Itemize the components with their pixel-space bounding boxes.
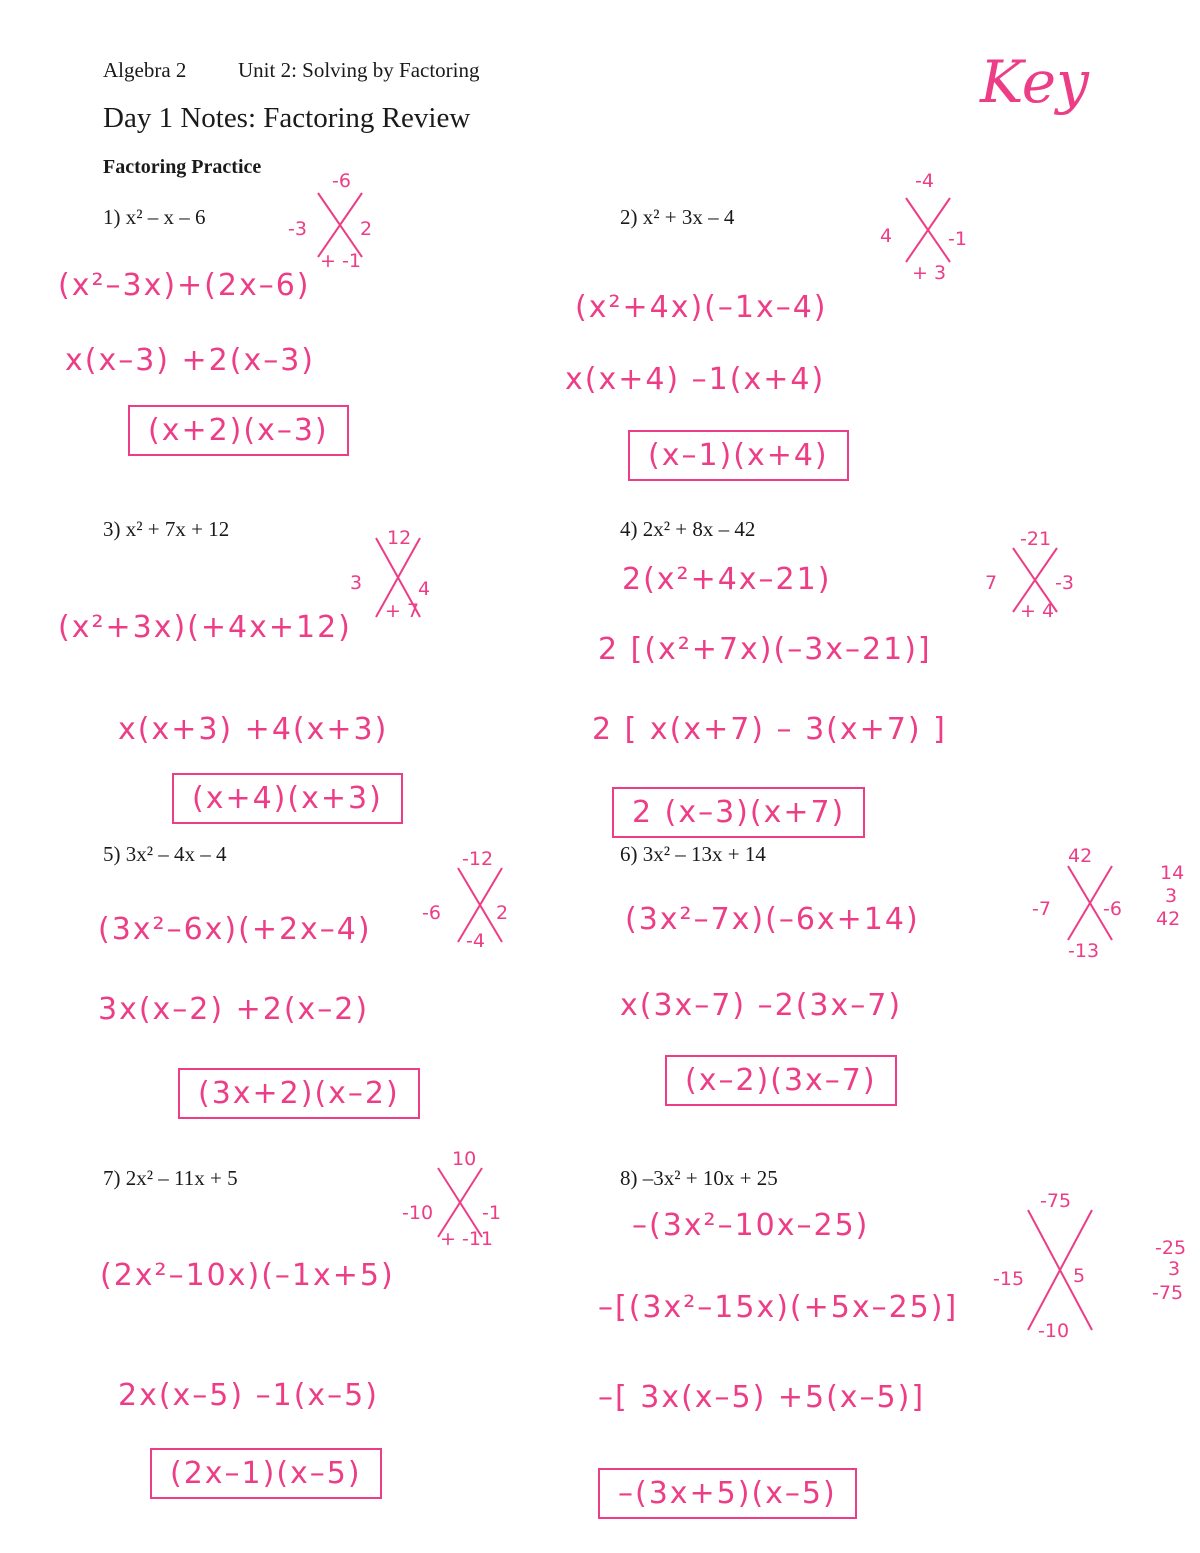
problem-6-x-right: -6: [1103, 898, 1122, 920]
problem-6-x-left: -7: [1032, 898, 1051, 920]
problem-3-x-top: 12: [387, 527, 412, 549]
problem-2-x-bottom: + 3: [912, 262, 947, 284]
problem-7-answer: (2x–1)(x–5): [150, 1448, 382, 1499]
problem-6-answer: (x–2)(3x–7): [665, 1055, 897, 1106]
problem-2-x-right: -1: [948, 228, 967, 250]
problem-7-step1: (2x²–10x)(–1x+5): [100, 1258, 395, 1293]
problem-2-step1: (x²+4x)(–1x–4): [575, 290, 828, 325]
problem-8-x-right: 5: [1073, 1265, 1086, 1287]
answer-key-mark: Key: [980, 48, 1089, 116]
problem-5-x-right: 2: [496, 902, 509, 924]
problem-2-x-top: -4: [915, 170, 934, 192]
course-name: Algebra 2: [103, 58, 187, 82]
problem-8-answer: –(3x+5)(x–5): [598, 1468, 857, 1519]
problem-1-step1: (x²–3x)+(2x–6): [58, 268, 311, 303]
page-title: Day 1 Notes: Factoring Review: [103, 102, 471, 134]
problem-4-step0: 2(x²+4x–21): [622, 562, 832, 597]
problem-7-label: 7) 2x² – 11x + 5: [103, 1166, 238, 1190]
problem-2-answer: (x–1)(x+4): [628, 430, 849, 481]
problem-1-x-right: 2: [360, 218, 373, 240]
problem-8-step2: –[ 3x(x–5) +5(x–5)]: [598, 1380, 926, 1415]
problem-1-x-left: -3: [288, 218, 307, 240]
problem-3-step1: (x²+3x)(+4x+12): [58, 610, 352, 645]
problem-8-x-top: -75: [1040, 1190, 1072, 1212]
problem-4-x-top: -21: [1020, 528, 1052, 550]
problem-5-step1: (3x²–6x)(+2x–4): [98, 912, 372, 947]
section-heading: Factoring Practice: [103, 156, 262, 178]
problem-6-side-note-1: 14: [1160, 862, 1185, 884]
problem-6-side-note-3: 42: [1156, 908, 1181, 930]
problem-8-label: 8) –3x² + 10x + 25: [620, 1166, 778, 1190]
problem-8-x-diagram: [1020, 1200, 1100, 1340]
problem-8-step0: –(3x²–10x–25): [632, 1208, 870, 1243]
problem-8-side-note-3: -75: [1152, 1282, 1184, 1304]
problem-8-side-note-1: -25: [1155, 1237, 1187, 1259]
problem-4-label: 4) 2x² + 8x – 42: [620, 517, 756, 541]
problem-8-x-left: -15: [993, 1268, 1025, 1290]
problem-7-step2: 2x(x–5) –1(x–5): [118, 1378, 379, 1413]
problem-4-step2: 2 [ x(x+7) – 3(x+7) ]: [592, 712, 947, 747]
problem-2-label: 2) x² + 3x – 4: [620, 205, 735, 229]
problem-3-answer: (x+4)(x+3): [172, 773, 403, 824]
problem-4-x-right: -3: [1055, 572, 1074, 594]
problem-1-x-bottom: + -1: [320, 250, 361, 272]
problem-2-x-left: 4: [880, 225, 893, 247]
problem-7-x-left: -10: [402, 1202, 434, 1224]
problem-8-side-note-2: 3: [1168, 1258, 1181, 1280]
problem-5-x-left: -6: [422, 902, 441, 924]
problem-5-answer: (3x+2)(x–2): [178, 1068, 420, 1119]
problem-2-step2: x(x+4) –1(x+4): [565, 362, 826, 397]
problem-1-answer: (x+2)(x–3): [128, 405, 349, 456]
problem-4-x-bottom: + 4: [1020, 600, 1055, 622]
problem-8-step1: –[(3x²–15x)(+5x–25)]: [598, 1290, 959, 1325]
problem-6-side-note-2: 3: [1165, 885, 1178, 907]
problem-6-x-top: 42: [1068, 845, 1093, 867]
problem-8-x-bottom: -10: [1038, 1320, 1070, 1342]
problem-6-step1: (3x²–7x)(–6x+14): [625, 902, 920, 937]
problem-6-step2: x(3x–7) –2(3x–7): [620, 988, 903, 1023]
problem-3-x-right: 4: [418, 578, 431, 600]
unit-title: Unit 2: Solving by Factoring: [238, 58, 480, 82]
problem-1-step2: x(x–3) +2(x–3): [65, 343, 316, 378]
problem-5-x-bottom: -4: [466, 930, 485, 952]
problem-5-step2: 3x(x–2) +2(x–2): [98, 992, 370, 1027]
problem-5-x-top: -12: [462, 848, 494, 870]
problem-6-label: 6) 3x² – 13x + 14: [620, 842, 766, 866]
problem-1-label: 1) x² – x – 6: [103, 205, 206, 229]
problem-7-x-bottom: + -11: [440, 1228, 493, 1250]
problem-5-label: 5) 3x² – 4x – 4: [103, 842, 227, 866]
problem-3-step2: x(x+3) +4(x+3): [118, 712, 389, 747]
problem-4-x-left: 7: [985, 572, 998, 594]
problem-6-x-bottom: -13: [1068, 940, 1100, 962]
problem-3-x-bottom: + 7: [385, 600, 420, 622]
problem-3-label: 3) x² + 7x + 12: [103, 517, 230, 541]
problem-7-x-top: 10: [452, 1148, 477, 1170]
problem-3-x-left: 3: [350, 572, 363, 594]
problem-7-x-right: -1: [482, 1202, 501, 1224]
problem-4-step1: 2 [(x²+7x)(–3x–21)]: [598, 632, 932, 667]
problem-4-answer: 2 (x–3)(x+7): [612, 787, 865, 838]
problem-1-x-top: -6: [332, 170, 351, 192]
